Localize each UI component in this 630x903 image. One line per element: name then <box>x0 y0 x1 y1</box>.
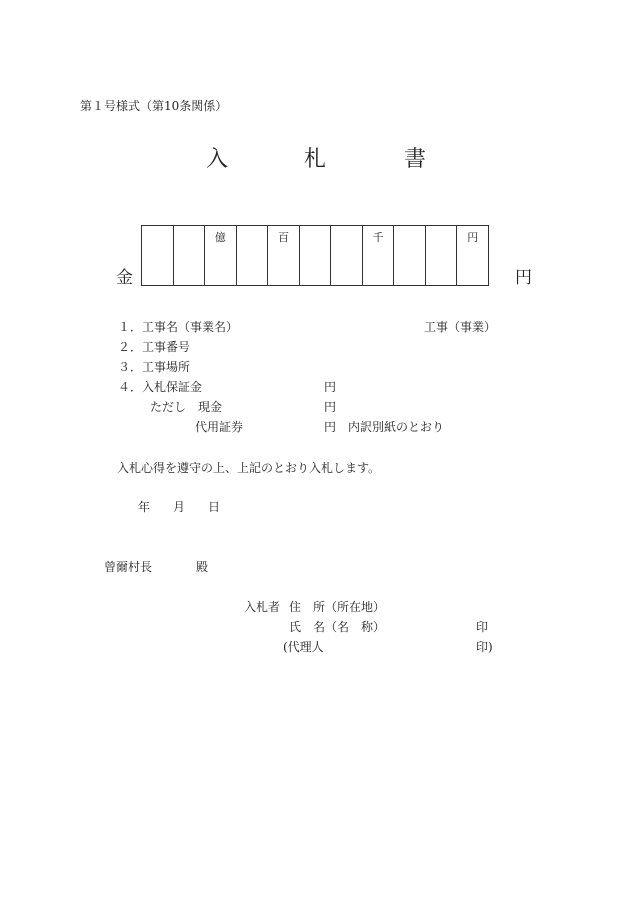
agent-label: (代理人 <box>283 640 324 654</box>
bidder-label: 入札者 <box>244 600 281 614</box>
addressee-honorific: 殿 <box>196 560 209 574</box>
amount-digit-cell[interactable] <box>457 226 488 285</box>
item-4-label: ４．入札保証金 <box>118 380 203 394</box>
item-3-label: ３．工事場所 <box>118 360 191 374</box>
securities-yen: 円 <box>324 420 337 434</box>
item-1-suffix: 工事（事業） <box>424 320 497 334</box>
digit-unit-label: 円 <box>467 231 479 244</box>
addressee-name: 曾爾村長 <box>104 560 153 574</box>
digit-unit-label: 億 <box>214 231 226 244</box>
title-char-3: 書 <box>404 147 427 172</box>
amount-digit-cell[interactable] <box>237 226 269 285</box>
form-number: 第１号様式（第10条関係） <box>80 99 228 113</box>
declaration-text: 入札心得を遵守の上、上記のとおり入札します。 <box>117 461 381 475</box>
amount-digit-cell[interactable] <box>426 226 458 285</box>
date-year: 年 <box>138 500 151 514</box>
date-month: 月 <box>173 500 186 514</box>
amount-digit-cell[interactable] <box>142 226 174 285</box>
amount-digit-cell[interactable] <box>174 226 206 285</box>
amount-digit-cell[interactable] <box>205 226 237 285</box>
title-char-1: 入 <box>206 147 229 172</box>
amount-prefix: 金 <box>116 268 133 288</box>
amount-digit-cell[interactable] <box>331 226 363 285</box>
item-1-label: １．工事名（事業名） <box>118 320 239 334</box>
securities-label: 代用証券 <box>195 420 244 434</box>
cash-label: ただし 現金 <box>150 400 223 414</box>
amount-digit-cell[interactable] <box>300 226 332 285</box>
amount-suffix: 円 <box>515 268 532 288</box>
amount-digit-grid <box>141 225 489 286</box>
item-2-label: ２．工事番号 <box>118 340 191 354</box>
bidder-address-label: 住 所（所在地） <box>289 600 386 614</box>
bidder-seal: 印 <box>476 620 489 634</box>
date-day: 日 <box>208 500 221 514</box>
amount-digit-cell[interactable] <box>363 226 395 285</box>
securities-note: 内訳別紙のとおり <box>348 420 445 434</box>
agent-seal: 印) <box>476 640 493 654</box>
digit-unit-label: 百 <box>277 231 289 244</box>
title-char-2: 札 <box>304 147 327 172</box>
bidder-name-label: 氏 名（名 称） <box>289 620 386 634</box>
amount-digit-cell[interactable] <box>268 226 300 285</box>
digit-unit-label: 千 <box>372 231 384 244</box>
amount-digit-cell[interactable] <box>394 226 426 285</box>
cash-yen: 円 <box>324 400 337 414</box>
item-4-yen: 円 <box>324 380 337 394</box>
